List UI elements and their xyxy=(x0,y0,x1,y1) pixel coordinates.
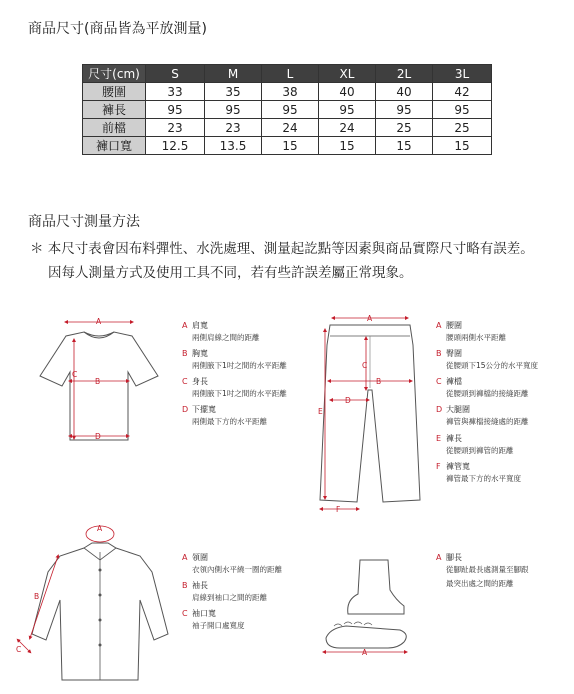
pants-letter-f: F xyxy=(336,505,341,514)
shirt-legend xyxy=(182,552,282,630)
legend-key: C xyxy=(182,609,188,618)
table-cell: 23 xyxy=(146,119,205,137)
table-cell: 35 xyxy=(205,83,262,101)
table-cell: 25 xyxy=(376,119,433,137)
legend-name: 褲檔 xyxy=(446,377,462,386)
note-line-2: 因每人測量方式及使用工具不同，若有些許誤差屬正常現象。 xyxy=(48,265,413,281)
tshirt-legend xyxy=(182,320,287,426)
legend-name: 臀圍 xyxy=(446,349,462,358)
tshirt-diagram xyxy=(40,317,158,441)
legend-desc: 兩側腋下1吋之間的水平距離 xyxy=(192,389,287,398)
tshirt-outline xyxy=(40,332,158,440)
legend-key: C xyxy=(182,377,188,386)
legend-name: 褲長 xyxy=(446,434,462,443)
legend-key: B xyxy=(182,581,188,590)
row-label: 褲長 xyxy=(83,101,146,119)
table-cell: 38 xyxy=(262,83,319,101)
legend-desc: 從腳趾最長處測量至腳跟 xyxy=(446,565,529,574)
legend-key: A xyxy=(182,553,188,562)
table-cell: 15 xyxy=(319,137,376,155)
legend-key: A xyxy=(182,321,188,330)
legend-desc: 從腰頭到褲檔的接縫距離 xyxy=(446,389,529,398)
legend-name: 褲管寬 xyxy=(446,462,470,471)
size-title: 商品尺寸(商品皆為平放測量) xyxy=(28,21,207,37)
row-label: 前檔 xyxy=(83,119,146,137)
legend-name: 胸寬 xyxy=(192,349,208,358)
pants-letter-c: C xyxy=(362,361,368,370)
foot-top-outline xyxy=(326,626,406,648)
legend-key: E xyxy=(436,434,442,443)
size-header: L xyxy=(262,65,319,83)
legend-name: 下擺寬 xyxy=(192,405,216,414)
legend-desc: 兩側最下方的水平距離 xyxy=(192,417,267,426)
legend-name: 袖長 xyxy=(192,581,208,590)
table-cell: 42 xyxy=(433,83,492,101)
foot-diagram xyxy=(324,560,406,657)
legend-key: B xyxy=(436,349,442,358)
size-header: XL xyxy=(319,65,376,83)
table-cell: 95 xyxy=(262,101,319,119)
table-cell: 13.5 xyxy=(205,137,262,155)
legend-name: 袖口寬 xyxy=(192,609,216,618)
legend-name: 腳長 xyxy=(446,553,462,562)
table-cell: 24 xyxy=(262,119,319,137)
shirt-letter-a: A xyxy=(97,524,103,533)
legend-name: 肩寬 xyxy=(192,321,208,330)
legend-name: 領圍 xyxy=(192,553,208,562)
method-title: 商品尺寸測量方法 xyxy=(28,214,140,230)
table-cell: 40 xyxy=(319,83,376,101)
table-cell: 24 xyxy=(319,119,376,137)
table-corner: 尺寸(cm) xyxy=(83,65,146,83)
legend-name: 身長 xyxy=(192,377,208,386)
legend-key: B xyxy=(182,349,188,358)
legend-desc: 兩側腋下1吋之間的水平距離 xyxy=(192,361,287,370)
foot-side-outline xyxy=(348,560,404,614)
legend-key: F xyxy=(436,462,441,471)
table-cell: 95 xyxy=(146,101,205,119)
table-cell: 12.5 xyxy=(146,137,205,155)
table-cell: 33 xyxy=(146,83,205,101)
tshirt-letter-a: A xyxy=(96,317,102,326)
legend-key: C xyxy=(436,377,442,386)
shirt-letter-b: B xyxy=(34,592,40,601)
legend-desc: 腰頭兩側水平距離 xyxy=(446,333,506,342)
tshirt-letter-b: B xyxy=(95,377,101,386)
table-cell: 15 xyxy=(262,137,319,155)
legend-desc: 褲管與褲檔接縫處的距離 xyxy=(446,417,529,426)
legend-desc: 袖子開口處寬度 xyxy=(192,621,245,630)
table-cell: 95 xyxy=(376,101,433,119)
note-line-1: ＊ 本尺寸表會因布料彈性、水洗處理、測量起訖點等因素與商品實際尺寸略有誤差。 xyxy=(30,241,534,257)
table-cell: 25 xyxy=(433,119,492,137)
size-header: 3L xyxy=(433,65,492,83)
pants-letter-e: E xyxy=(318,407,323,416)
legend-key: A xyxy=(436,553,442,562)
tshirt-letter-c: C xyxy=(72,370,78,379)
pants-letter-d: D xyxy=(345,396,351,405)
legend-key: D xyxy=(182,405,189,414)
size-header: 2L xyxy=(376,65,433,83)
legend-desc: 從腰頭到褲管的距離 xyxy=(446,446,514,455)
pants-letter-b: B xyxy=(376,377,382,386)
legend-desc: 褲管最下方的水平寬度 xyxy=(446,474,521,483)
legend-desc: 從腰頭下15公分的水平寬度 xyxy=(446,361,539,370)
legend-name: 大腿圍 xyxy=(446,405,470,414)
shirt-diagram xyxy=(16,524,168,680)
foot-legend xyxy=(436,553,529,588)
pants-letter-a: A xyxy=(367,314,373,323)
table-cell: 15 xyxy=(376,137,433,155)
legend-desc: 兩側肩線之間的距離 xyxy=(192,333,260,342)
table-cell: 95 xyxy=(433,101,492,119)
legend-desc: 肩線到袖口之間的距離 xyxy=(192,593,267,602)
table-cell: 95 xyxy=(319,101,376,119)
row-label: 褲口寬 xyxy=(83,137,146,155)
pants-legend xyxy=(436,320,539,483)
table-cell: 23 xyxy=(205,119,262,137)
size-header: M xyxy=(205,65,262,83)
legend-desc: 衣領內側水平繞一圈的距離 xyxy=(192,565,282,574)
table-cell: 95 xyxy=(205,101,262,119)
foot-letter-a: A xyxy=(362,648,368,657)
table-cell: 15 xyxy=(433,137,492,155)
legend-name: 腰圍 xyxy=(446,321,462,330)
tshirt-letter-d: D xyxy=(95,432,101,441)
legend-desc: 最突出處之間的距離 xyxy=(446,579,514,588)
legend-key: D xyxy=(436,405,443,414)
size-header: S xyxy=(146,65,205,83)
shirt-letter-c: C xyxy=(16,645,22,654)
table-cell: 40 xyxy=(376,83,433,101)
pants-diagram xyxy=(318,314,420,514)
legend-key: A xyxy=(436,321,442,330)
row-label: 腰圍 xyxy=(83,83,146,101)
